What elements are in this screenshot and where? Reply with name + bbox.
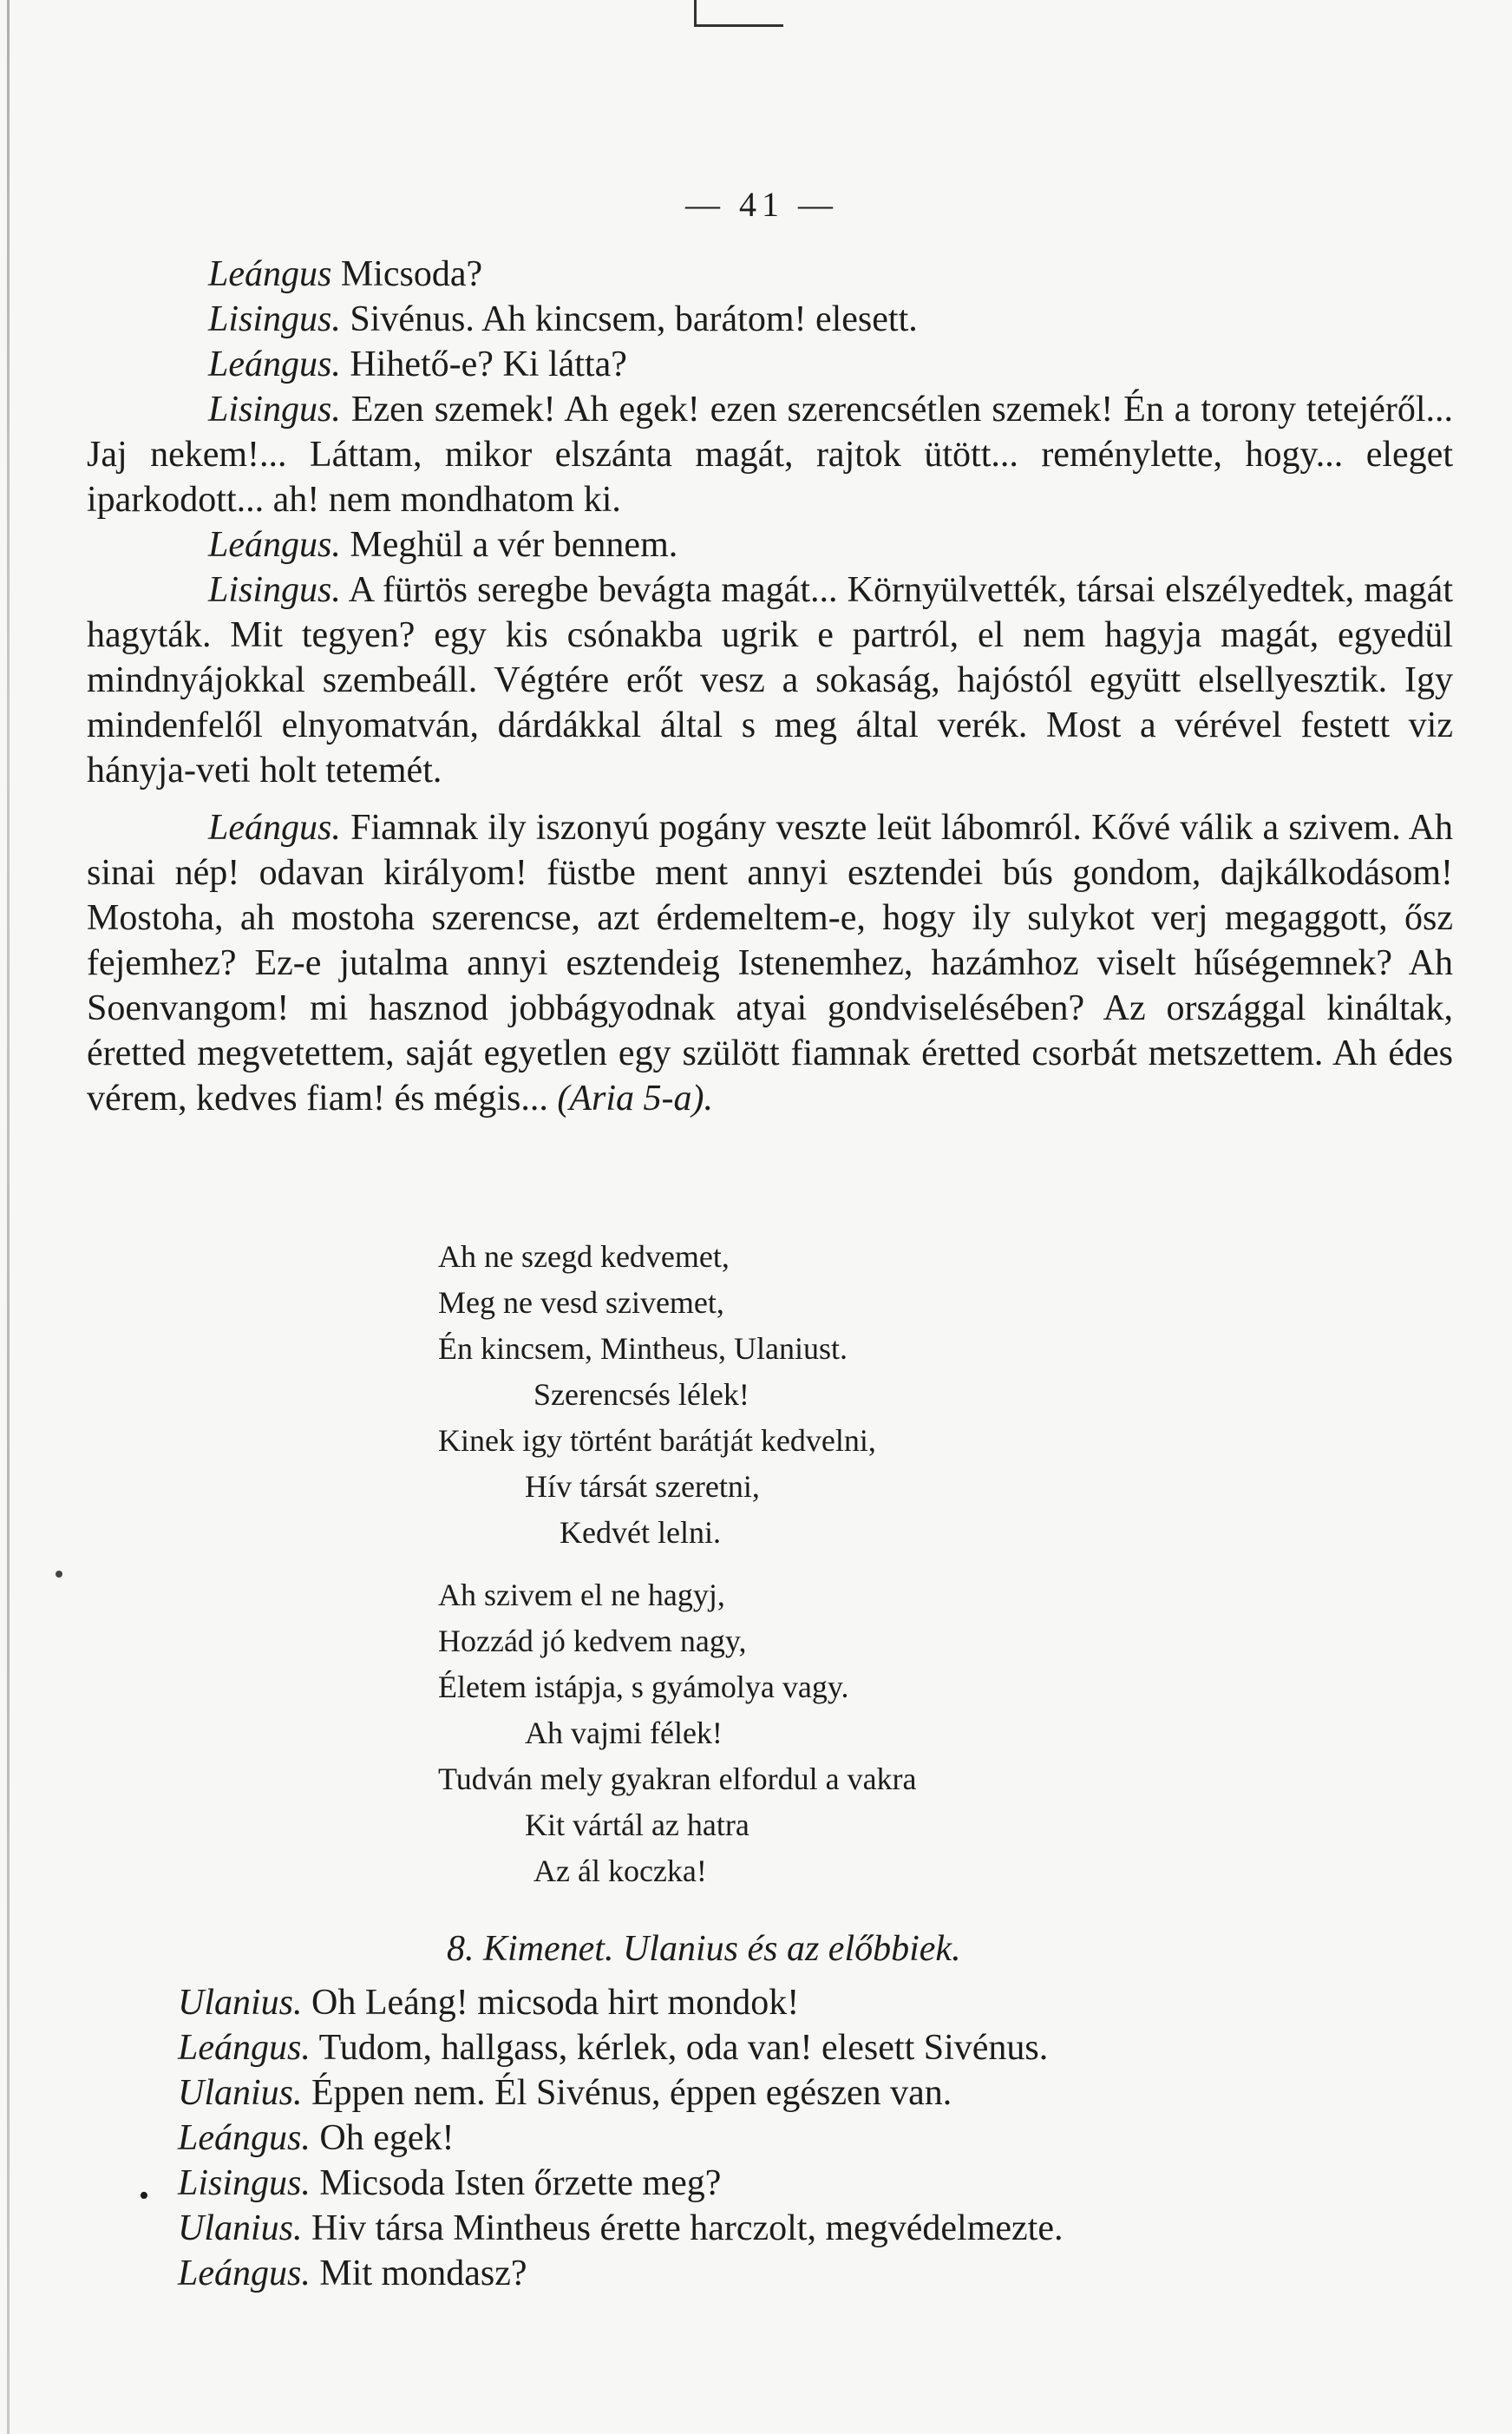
speaker-name: Ulanius. — [178, 2073, 303, 2113]
speaker-name: Lisingus. — [208, 570, 341, 610]
prose-dialogue — [87, 252, 1453, 1121]
dialogue-line — [178, 1980, 1436, 2025]
scene-dialogue — [178, 1980, 1436, 2296]
line-text: Micsoda? — [340, 254, 483, 294]
speaker-name: Leángus — [208, 254, 332, 294]
line-text: Hiv társa Mintheus érette harczolt, megvédelmezte. — [311, 2208, 1064, 2248]
verse-line: Ah vajmi félek! — [525, 1716, 723, 1750]
line-text: Tudom, hallgass, kérlek, oda van! elesett Sivénus. — [318, 2028, 1049, 2068]
dialogue-line — [87, 297, 1453, 342]
line-text: Mit mondasz? — [319, 2254, 527, 2293]
dialogue-line — [87, 342, 1453, 387]
speaker-name: Lisingus. — [208, 390, 341, 430]
speaker-name: Leángus. — [178, 2254, 311, 2293]
verse-line: Meg ne vesd szivemet, — [438, 1285, 724, 1320]
verse-line: Életem istápja, s gyámolya vagy. — [438, 1670, 849, 1704]
line-text: Ezen szemek! Ah egek! ezen szerencsétlen szemek! Én a torony tetejéről... Jaj nekem!... Láttam, mikor elszánta magát, rajtok ütött... reménylette, hogy... eleget iparkodott... ah! nem mondhatom ki. — [87, 390, 1454, 520]
dialogue-line — [178, 2116, 1436, 2161]
line-text: Hihető-e? Ki látta? — [350, 344, 627, 384]
dialogue-line — [87, 387, 1453, 522]
speaker-name: Ulanius. — [178, 2208, 303, 2248]
crop-mark — [694, 0, 783, 27]
dialogue-line — [178, 2251, 1436, 2296]
verse-line: Kinek igy történt barátját kedvelni, — [438, 1423, 876, 1458]
verse-line: Tudván mely gyakran elfordul a vakra — [438, 1762, 917, 1796]
dialogue-line — [87, 252, 1453, 297]
dialogue-line — [87, 522, 1453, 567]
line-text: Sivénus. Ah kincsem, barátom! elesett. — [350, 299, 918, 339]
dialogue-line — [178, 2025, 1436, 2070]
speaker-name: Lisingus. — [208, 299, 341, 339]
line-text: A fürtös seregbe bevágta magát... Környülvették, társai elszélyedtek, magát hagyták. Mit tegyen? egy kis csónakba ugrik e partról, el nem hagyja magát, egyedül mindnyájokkal szembeáll. Végtére erőt vesz a sokaság, hajóstól együtt elsellyesztik. Igy mindenfelől elnyomatván, dárdákkal által s meg által verék. Most a vérével festett viz hányja-veti holt tetemét. — [87, 570, 1453, 791]
verse-line: Kit vártál az hatra — [525, 1807, 749, 1842]
verse-line: Ah szivem el ne hagyj, — [438, 1578, 725, 1612]
margin-speck — [56, 1571, 62, 1578]
verse-line: Kedvét lelni. — [560, 1515, 721, 1550]
speaker-name: Leángus. — [208, 808, 341, 848]
page-number: — 41 — — [685, 185, 838, 224]
line-text: Éppen nem. Él Sivénus, éppen egészen van. — [311, 2073, 952, 2113]
speaker-name: Leángus. — [208, 525, 341, 565]
page-edge-shadow — [7, 0, 10, 2434]
scene-heading: 8. Kimenet. Ulanius és az előbbiek. — [447, 1929, 961, 1969]
dialogue-line — [87, 805, 1453, 1121]
verse-line: Én kincsem, Mintheus, Ulaniust. — [438, 1331, 848, 1366]
speaker-name: Ulanius. — [178, 1983, 303, 2023]
verse-line: Ah ne szegd kedvemet, — [438, 1239, 730, 1274]
verse-line: Az ál koczka! — [533, 1853, 707, 1888]
speaker-name: Leángus. — [178, 2118, 311, 2158]
verse-line: Szerencsés lélek! — [533, 1377, 749, 1412]
aria-stanza-2 — [438, 1572, 1045, 1894]
line-text: Fiamnak ily iszonyú pogány veszte leüt lábomról. Kővé válik a szivem. Ah sinai nép! odavan királyom! füstbe ment annyi esztendei bús gondom, dajkálkodásom! Mostoha, ah mostoha szerencse, azt érdemeltem-e, hogy ily sulykot verj megaggott, ősz fejemhez? Ez-e jutalma annyi esztendeig Istenemhez, hazámhoz viselt hűségemnek? Ah Soenvangom! mi hasznod jobbágyodnak atyai gondviselésében? Az országgal kináltak, éretted megvetettem, saját egyetlen egy szülött fiamnak éretted csorbát metszettem. Ah édes vérem, kedves fiam! és mégis... — [87, 808, 1453, 1119]
line-text: Oh Leáng! micsoda hirt mondok! — [311, 1983, 800, 2023]
dialogue-line — [178, 2206, 1436, 2251]
margin-mark: • — [139, 2180, 149, 2212]
verse-line: Hozzád jó kedvem nagy, — [438, 1624, 747, 1658]
aria-stanza-1 — [438, 1234, 1045, 1556]
speaker-name: Leángus. — [178, 2028, 311, 2068]
speaker-name: Leángus. — [208, 344, 341, 384]
dialogue-line — [178, 2161, 1436, 2206]
aria-reference: (Aria 5-a). — [557, 1079, 713, 1119]
dialogue-line — [178, 2070, 1436, 2116]
verse-line: Hív társát szeretni, — [525, 1469, 760, 1504]
dialogue-line — [87, 567, 1453, 793]
line-text: Oh egek! — [319, 2118, 455, 2158]
speaker-name: Lisingus. — [178, 2163, 311, 2203]
line-text: Micsoda Isten őrzette meg? — [319, 2163, 722, 2203]
line-text: Meghül a vér bennem. — [350, 525, 678, 565]
